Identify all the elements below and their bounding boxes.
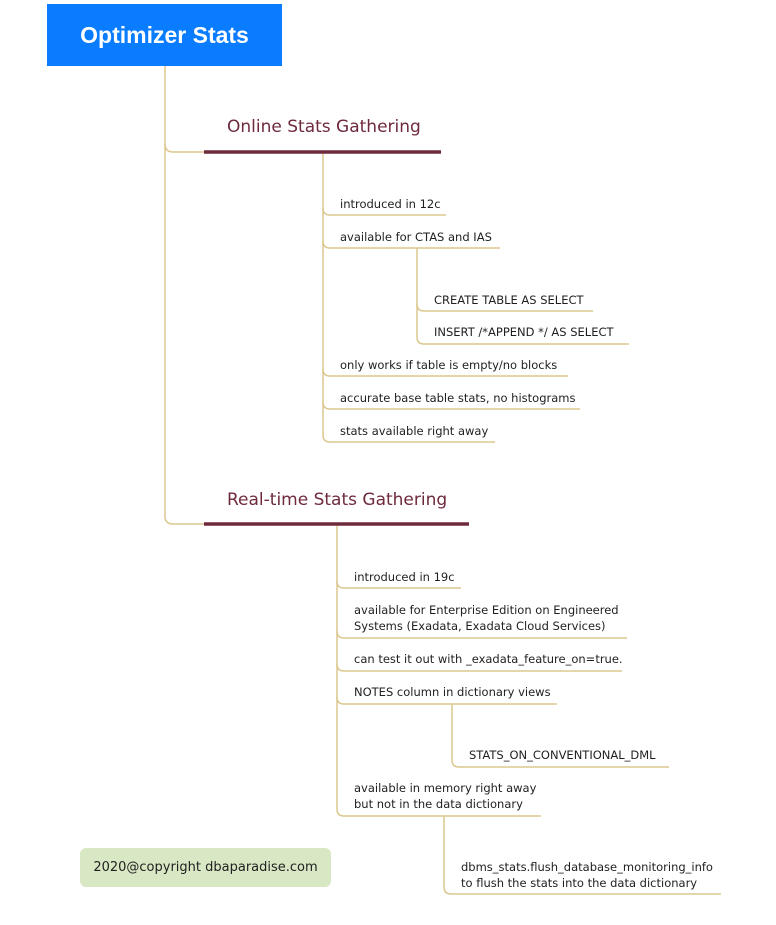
leaf-memory-flush-line1: dbms_stats.flush_database_monitoring_info [461,860,713,874]
leaf-realtime-enterprise-edition[interactable] [354,602,619,634]
leaf-online-empty-table[interactable]: only works if table is empty/no blocks [340,358,558,372]
root-node-title[interactable]: Optimizer Stats [47,4,282,66]
leaf-online-right-away[interactable]: stats available right away [340,424,489,438]
leaf-memory-flush-monitoring-info[interactable] [461,859,713,891]
leaf-realtime-enterprise-line2: Systems (Exadata, Exadata Cloud Services) [354,619,606,633]
leaf-online-introduced[interactable]: introduced in 12c [340,197,441,211]
leaf-online-accurate-stats[interactable]: accurate base table stats, no histograms [340,391,576,405]
leaf-online-ctas-ias[interactable]: available for CTAS and IAS [340,230,492,244]
leaf-realtime-in-memory-line2: but not in the data dictionary [354,797,523,811]
copyright-badge: 2020@copyright dbaparadise.com [80,848,331,887]
connector-root-online [165,66,205,152]
leaf-realtime-test-feature[interactable]: can test it out with _exadata_feature_on=true. [354,652,623,666]
connector-online-empty [323,241,568,376]
leaf-realtime-enterprise-line1: available for Enterprise Edition on Engineered [354,603,619,617]
leaf-notes-stats-on-conventional-dml[interactable]: STATS_ON_CONVENTIONAL_DML [469,748,656,762]
leaf-memory-flush-line2: to flush the stats into the data dictionary [461,876,698,890]
leaf-realtime-in-memory-line1: available in memory right away [354,781,537,795]
branch-online-stats-gathering[interactable]: Online Stats Gathering [227,117,421,137]
connector-root-realtime [165,144,205,524]
branch-realtime-stats-gathering[interactable]: Real-time Stats Gathering [227,490,448,510]
leaf-ctas-insert-append[interactable]: INSERT /*APPEND */ AS SELECT [434,325,614,339]
leaf-ctas-create-table[interactable]: CREATE TABLE AS SELECT [434,293,584,307]
leaf-realtime-introduced[interactable]: introduced in 19c [354,570,455,584]
leaf-realtime-in-memory[interactable] [354,780,536,812]
leaf-realtime-notes-column[interactable]: NOTES column in dictionary views [354,685,551,699]
